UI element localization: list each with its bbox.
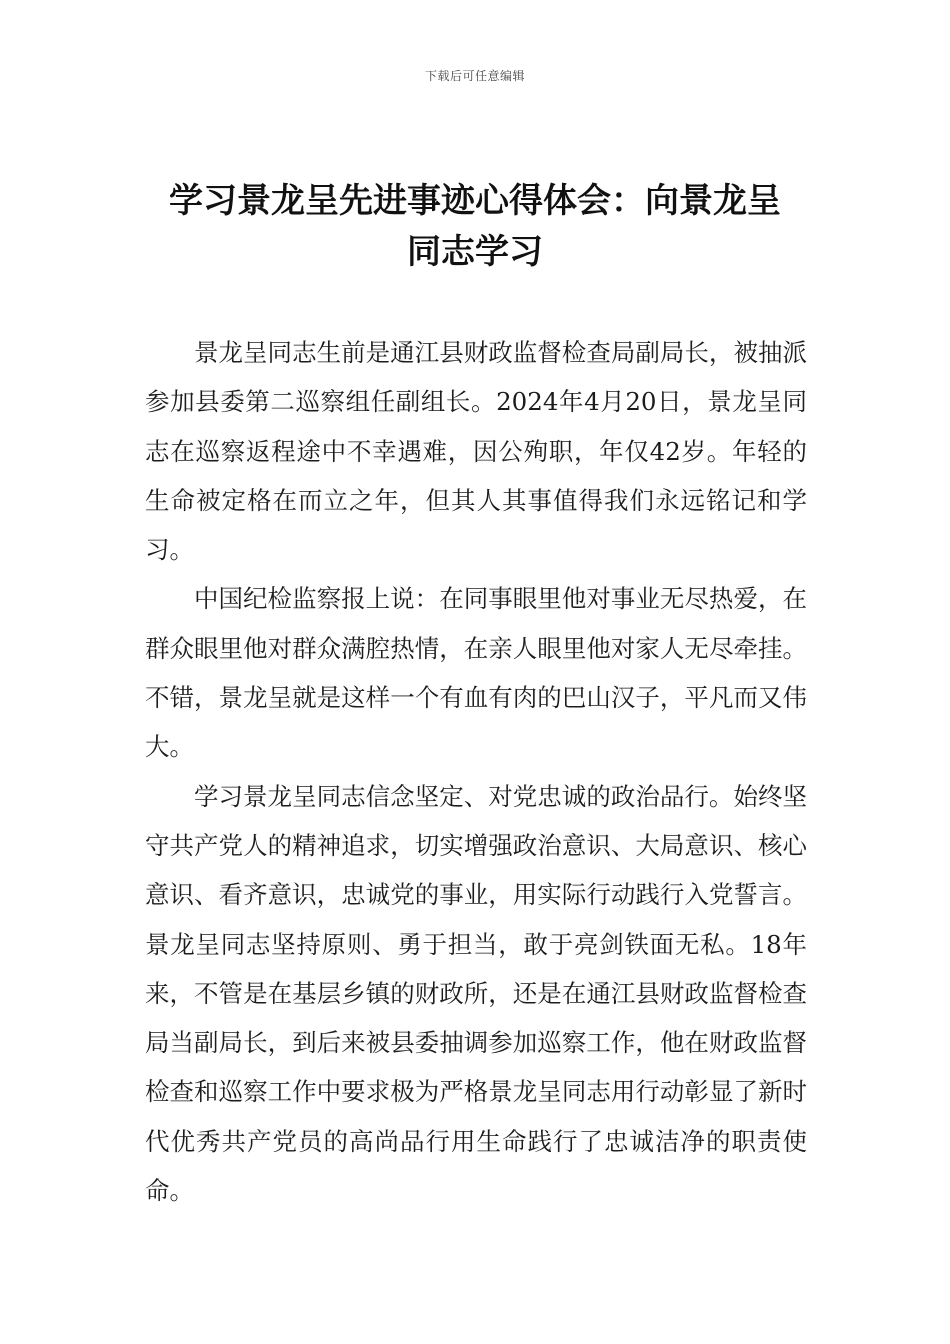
paragraph-2: 中国纪检监察报上说：在同事眼里他对事业无尽热爱，在群众眼里他对群众满腔热情，在亲人眼里他对家人无尽牵挂。不错，景龙呈就是这样一个有血有肉的巴山汉子，平凡而又伟大。 (145, 584, 807, 762)
title-line-2: 同志学习 (407, 232, 543, 272)
header-note: 下载后可任意编辑 (424, 69, 525, 83)
document-title (145, 176, 805, 278)
title-line-1: 学习景龙呈先进事迹心得体会：向景龙呈 (169, 181, 781, 221)
document-body (145, 328, 807, 1215)
paragraph-1: 景龙呈同志生前是通江县财政监督检查局副局长，被抽派参加县委第二巡察组任副组长。2024年4月20日，景龙呈同志在巡察返程途中不幸遇难，因公殉职，年仅42岁。年轻的生命被定格在而立之年，但其人其事值得我们永远铭记和学习。 (145, 338, 807, 565)
paragraph-3: 学习景龙呈同志信念坚定、对党忠诚的政治品行。始终坚守共产党人的精神追求，切实增强政治意识、大局意识、核心意识、看齐意识，忠诚党的事业，用实际行动践行入党誓言。景龙呈同志坚持原则、勇于担当，敢于亮剑铁面无私。18年来，不管是在基层乡镇的财政所，还是在通江县财政监督检查局当副局长，到后来被县委抽调参加巡察工作，他在财政监督检查和巡察工作中要求极为严格景龙呈同志用行动彰显了新时代优秀共产党员的高尚品行用生命践行了忠诚洁净的职责使命。 (145, 781, 807, 1206)
